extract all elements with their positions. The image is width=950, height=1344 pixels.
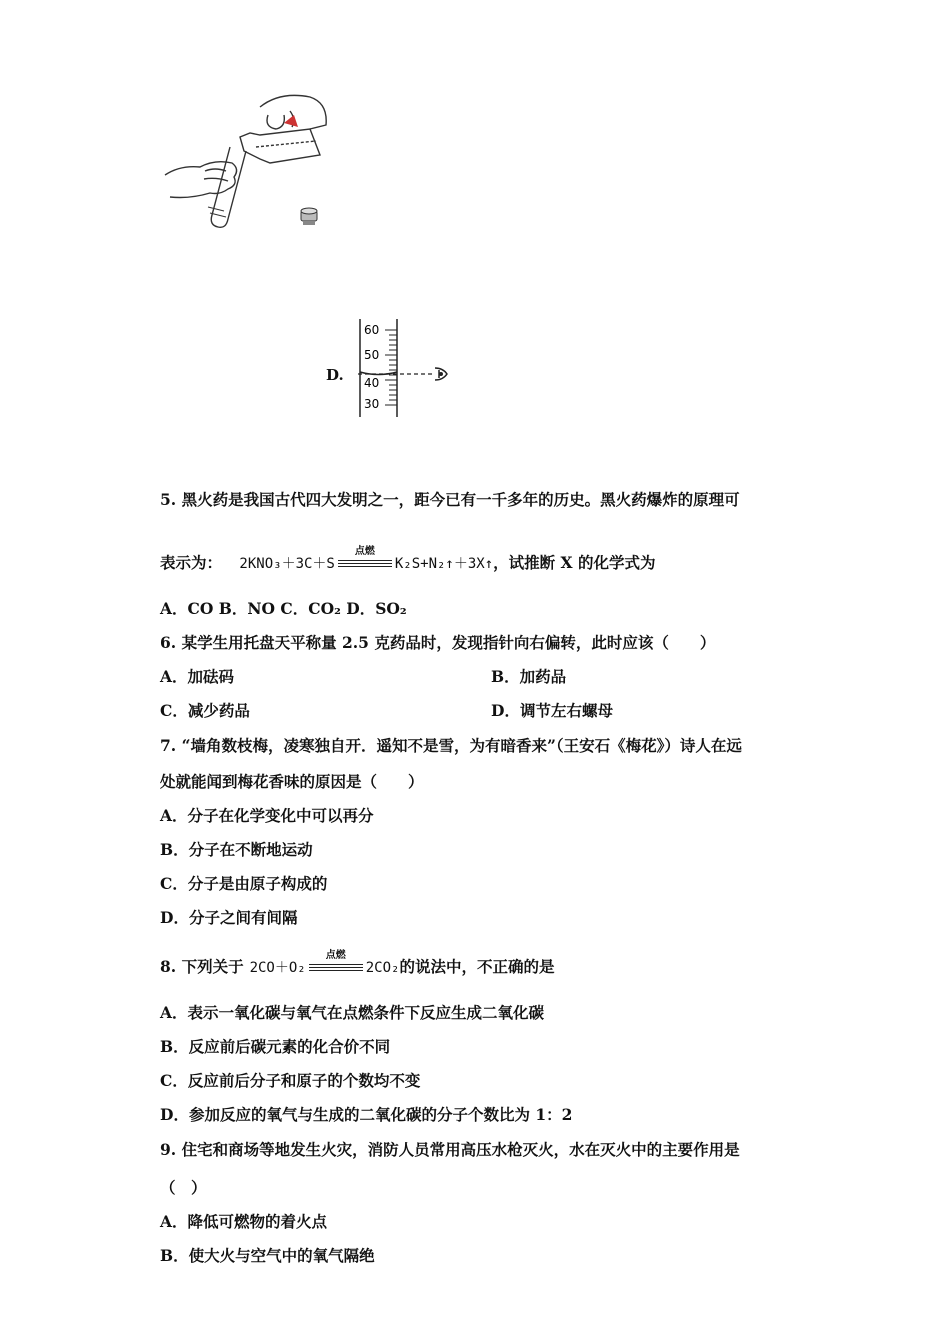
q5-reactants: 2KNO₃＋3C＋S bbox=[239, 556, 335, 572]
q6-option-c: C．减少药品 bbox=[160, 701, 250, 720]
tick-label: 30 bbox=[364, 397, 380, 411]
q8-option-a: A．表示一氧化碳与氧气在点燃条件下反应生成二氧化碳 bbox=[160, 1003, 545, 1022]
q7-option-d: D．分子之间有间隔 bbox=[160, 908, 298, 927]
q7-option-a: A．分子在化学变化中可以再分 bbox=[160, 806, 374, 825]
q6-option-d: D．调节左右螺母 bbox=[491, 701, 613, 720]
q8-stem bbox=[160, 952, 554, 977]
q5-condition-text: 点燃 bbox=[354, 546, 375, 557]
q8-option-b: B．反应前后碳元素的化合价不同 bbox=[160, 1037, 391, 1056]
q5-line1: 5. 黑火药是我国古代四大发明之一，距今已有一千多年的历史。黑火药爆炸的原理可 bbox=[160, 490, 740, 509]
q5-prefix: 表示为： bbox=[160, 553, 223, 572]
q6-option-b: B．加药品 bbox=[491, 667, 567, 686]
graduated-cylinder-figure bbox=[355, 317, 455, 419]
q8-suffix: 的说法中，不正确的是 bbox=[399, 957, 555, 976]
q5-condition bbox=[338, 548, 392, 570]
q8-condition bbox=[309, 952, 363, 974]
q7-option-c: C．分子是由原子构成的 bbox=[160, 874, 328, 893]
q9-option-b: B．使大火与空气中的氧气隔绝 bbox=[160, 1246, 375, 1265]
q9-line1: 9. 住宅和商场等地发生火灾，消防人员常用高压水枪灭火，水在灭火中的主要作用是 bbox=[160, 1140, 740, 1159]
q5-suffix: ，试推断 X 的化学式为 bbox=[493, 553, 656, 572]
q6-stem: 6. 某学生用托盘天平称量 2.5 克药品时，发现指针向右偏转，此时应该（ ） bbox=[160, 633, 716, 652]
tick-label: 60 bbox=[364, 323, 380, 337]
figure-d-label: D. bbox=[326, 366, 344, 384]
tick-label: 40 bbox=[364, 376, 380, 390]
q8-condition-text: 点燃 bbox=[325, 950, 346, 961]
q5-line2 bbox=[160, 548, 655, 573]
q8-prefix: 8. 下列关于 bbox=[160, 957, 244, 976]
pouring-liquid-figure bbox=[160, 85, 340, 235]
q9-line2: （ ） bbox=[160, 1178, 207, 1197]
q7-line1: 7. “墙角数枝梅，凌寒独自开．遥知不是雪，为有暗香来”（王安石《梅花》）诗人在远 bbox=[160, 736, 742, 755]
q5-products: K₂S+N₂↑＋3X↑ bbox=[394, 556, 494, 572]
q5-options: A．CO B．NO C．CO₂ D．SO₂ bbox=[160, 599, 407, 618]
q7-line2: 处就能闻到梅花香味的原因是（ ） bbox=[160, 772, 424, 791]
q9-option-a: A．降低可燃物的着火点 bbox=[160, 1212, 328, 1231]
q6-option-a: A．加砝码 bbox=[160, 667, 235, 686]
q8-reactants: 2CO＋O₂ bbox=[249, 960, 306, 976]
tick-label: 50 bbox=[364, 348, 380, 362]
q8-products: 2CO₂ bbox=[365, 960, 400, 976]
q8-option-c: C．反应前后分子和原子的个数均不变 bbox=[160, 1071, 421, 1090]
q7-option-b: B．分子在不断地运动 bbox=[160, 840, 313, 859]
q8-option-d: D．参加反应的氧气与生成的二氧化碳的分子个数比为 1：2 bbox=[160, 1105, 573, 1124]
